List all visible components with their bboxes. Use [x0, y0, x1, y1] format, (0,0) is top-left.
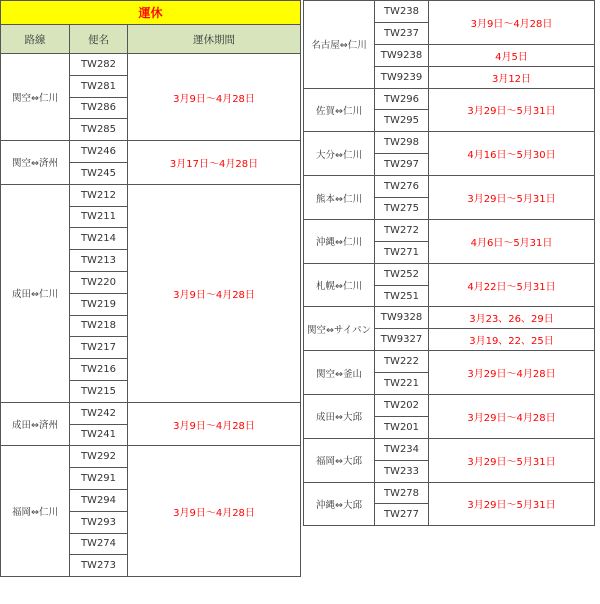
- route-cell: 成田⇔大邱: [304, 395, 375, 439]
- flight-number-cell: TW276: [375, 176, 429, 198]
- table-row: [1, 402, 301, 424]
- route-cell: 名古屋⇔仁川: [304, 1, 375, 89]
- table-row: [304, 1, 595, 23]
- table-row: [304, 307, 595, 329]
- flight-number-cell: TW273: [70, 555, 128, 577]
- flight-number-cell: TW296: [375, 88, 429, 110]
- flight-number-cell: TW211: [70, 206, 128, 228]
- flight-number-cell: TW233: [375, 460, 429, 482]
- suspension-period-cell: 3月19、22、25日: [429, 329, 595, 351]
- table-row: [1, 54, 301, 76]
- suspension-period-cell: 4月16日～5月30日: [429, 132, 595, 176]
- flight-number-cell: TW9328: [375, 307, 429, 329]
- flight-number-cell: TW213: [70, 250, 128, 272]
- flight-number-cell: TW241: [70, 424, 128, 446]
- flight-number-cell: TW291: [70, 468, 128, 490]
- suspension-period-cell: 3月9日～4月28日: [128, 402, 301, 446]
- flight-number-cell: TW237: [375, 22, 429, 44]
- suspension-period-cell: 4月22日～5月31日: [429, 263, 595, 307]
- flight-number-cell: TW238: [375, 1, 429, 23]
- flight-number-cell: TW285: [70, 119, 128, 141]
- header-flight: 便名: [70, 25, 128, 54]
- flight-number-cell: TW295: [375, 110, 429, 132]
- table-row: [304, 88, 595, 110]
- route-cell: 札幌⇔仁川: [304, 263, 375, 307]
- flight-number-cell: TW246: [70, 141, 128, 163]
- flight-number-cell: TW217: [70, 337, 128, 359]
- suspension-period-cell: 3月29日～5月31日: [429, 88, 595, 132]
- flight-number-cell: TW275: [375, 198, 429, 220]
- table-row: [304, 219, 595, 241]
- table-row: [304, 351, 595, 373]
- flight-number-cell: TW234: [375, 438, 429, 460]
- flight-number-cell: TW286: [70, 97, 128, 119]
- suspension-period-cell: 4月5日: [429, 44, 595, 66]
- table-title: 運休: [1, 1, 301, 25]
- route-cell: 福岡⇔仁川: [1, 446, 70, 577]
- flight-number-cell: TW298: [375, 132, 429, 154]
- route-cell: 沖縄⇔大邱: [304, 482, 375, 526]
- suspension-period-cell: 3月23、26、29日: [429, 307, 595, 329]
- table-row: [304, 132, 595, 154]
- suspension-period-cell: 3月9日～4月28日: [429, 1, 595, 45]
- flight-number-cell: TW293: [70, 511, 128, 533]
- flight-number-cell: TW282: [70, 54, 128, 76]
- table-row: [304, 482, 595, 504]
- flight-number-cell: TW222: [375, 351, 429, 373]
- flight-number-cell: TW277: [375, 504, 429, 526]
- suspension-period-cell: 3月17日～4月28日: [128, 141, 301, 185]
- table-row: [304, 176, 595, 198]
- route-cell: 大分⇔仁川: [304, 132, 375, 176]
- table-row: [1, 446, 301, 468]
- flight-number-cell: TW294: [70, 489, 128, 511]
- route-cell: 熊本⇔仁川: [304, 176, 375, 220]
- table-row: [304, 395, 595, 417]
- flight-number-cell: TW9239: [375, 66, 429, 88]
- suspension-period-cell: 4月6日～5月31日: [429, 219, 595, 263]
- flight-number-cell: TW242: [70, 402, 128, 424]
- suspension-period-cell: 3月12日: [429, 66, 595, 88]
- suspension-table-left: [0, 0, 301, 577]
- flight-number-cell: TW201: [375, 416, 429, 438]
- table-row: [1, 141, 301, 163]
- flight-number-cell: TW297: [375, 154, 429, 176]
- route-cell: 佐賀⇔仁川: [304, 88, 375, 132]
- flight-number-cell: TW220: [70, 271, 128, 293]
- suspension-period-cell: 3月29日～5月31日: [429, 176, 595, 220]
- suspension-period-cell: 3月9日～4月28日: [128, 446, 301, 577]
- table-row: [304, 438, 595, 460]
- route-cell: 福岡⇔大邱: [304, 438, 375, 482]
- route-cell: 関空⇔仁川: [1, 54, 70, 141]
- flight-number-cell: TW281: [70, 75, 128, 97]
- flight-number-cell: TW218: [70, 315, 128, 337]
- header-route: 路線: [1, 25, 70, 54]
- flight-number-cell: TW214: [70, 228, 128, 250]
- flight-number-cell: TW9238: [375, 44, 429, 66]
- suspension-period-cell: 3月29日～4月28日: [429, 395, 595, 439]
- flight-number-cell: TW9327: [375, 329, 429, 351]
- suspension-period-cell: 3月9日～4月28日: [128, 184, 301, 402]
- route-cell: 成田⇔仁川: [1, 184, 70, 402]
- flight-number-cell: TW216: [70, 359, 128, 381]
- flight-number-cell: TW202: [375, 395, 429, 417]
- flight-number-cell: TW212: [70, 184, 128, 206]
- flight-number-cell: TW274: [70, 533, 128, 555]
- suspension-period-cell: 3月29日～5月31日: [429, 482, 595, 526]
- flight-number-cell: TW292: [70, 446, 128, 468]
- table-row: [1, 184, 301, 206]
- suspension-period-cell: 3月9日～4月28日: [128, 54, 301, 141]
- table-row: [304, 263, 595, 285]
- suspension-table-right: [303, 0, 595, 526]
- flight-number-cell: TW278: [375, 482, 429, 504]
- flight-number-cell: TW219: [70, 293, 128, 315]
- route-cell: 関空⇔済州: [1, 141, 70, 185]
- route-cell: 関空⇔釜山: [304, 351, 375, 395]
- suspension-period-cell: 3月29日～4月28日: [429, 351, 595, 395]
- flight-number-cell: TW221: [375, 373, 429, 395]
- route-cell: 沖縄⇔仁川: [304, 219, 375, 263]
- flight-number-cell: TW251: [375, 285, 429, 307]
- header-period: 運休期間: [128, 25, 301, 54]
- route-cell: 成田⇔済州: [1, 402, 70, 446]
- flight-number-cell: TW252: [375, 263, 429, 285]
- flight-number-cell: TW215: [70, 380, 128, 402]
- flight-number-cell: TW272: [375, 219, 429, 241]
- flight-number-cell: TW245: [70, 162, 128, 184]
- suspension-period-cell: 3月29日～5月31日: [429, 438, 595, 482]
- flight-number-cell: TW271: [375, 241, 429, 263]
- route-cell: 関空⇔サイパン: [304, 307, 375, 351]
